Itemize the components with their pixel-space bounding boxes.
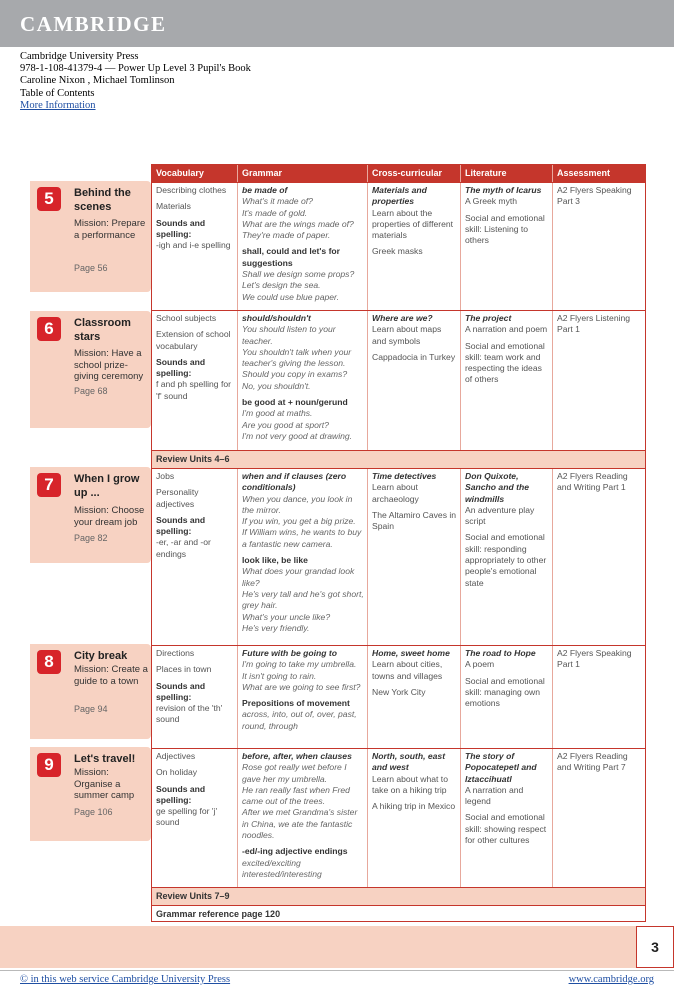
top-bar	[0, 0, 674, 47]
table-row	[152, 748, 645, 887]
vocabulary-cell: School subjects Extension of school vocabulary Sounds and spelling: f and ph spelling for 'f' sound	[152, 311, 238, 450]
section-title: Table of Contents	[20, 87, 95, 99]
literature-cell: The myth of Icarus A Greek myth Social and emotional skill: Listening to others	[461, 183, 553, 310]
page-number: 3	[636, 926, 674, 968]
literature-cell: The road to Hope A poem Social and emotional skill: managing own emotions	[461, 646, 553, 748]
grammar-reference: Grammar reference page 120	[152, 905, 645, 921]
literature-cell: The story of Popocatepetl and Iztaccihuatl A narration and legend Social and emotional skill: showing respect for other cultures	[461, 749, 553, 887]
column-header: Grammar	[238, 165, 368, 182]
vocabulary-cell: Directions Places in town Sounds and spelling: revision of the 'th' sound	[152, 646, 238, 748]
column-header: Literature	[461, 165, 553, 182]
unit-card-9	[30, 747, 151, 841]
cambridge-logo: CAMBRIDGE	[20, 12, 167, 36]
unit-title: Let's travel!	[74, 753, 136, 765]
isbn-title: 978-1-108-41379-4 — Power Up Level 3 Pupil's Book	[20, 63, 251, 75]
review-units-4-6: Review Units 4–6	[152, 450, 645, 468]
cross-curricular-cell: Materials and properties Learn about the properties of different materials Greek masks	[368, 183, 461, 310]
grammar-cell: should/shouldn't You should listen to your teacher. You shouldn't talk when your teacher's giving the lesson. Should you copy in exams? No, you shouldn't. be good at + noun/gerund I'm good at maths. Are you good at sport? I'm not very good at drawing.	[238, 311, 368, 450]
literature-cell: The project A narration and poem Social and emotional skill: team work and respecting the ideas of others	[461, 311, 553, 450]
unit-mission: Mission: Create a guide to a town	[74, 664, 148, 687]
unit-title: When I grow up ...	[74, 473, 140, 499]
divider	[0, 970, 674, 971]
table-row	[152, 182, 645, 310]
unit-mission: Mission: Prepare a performance	[74, 218, 146, 241]
unit-card-7	[30, 467, 151, 563]
unit-number-badge: 6	[37, 317, 61, 341]
grammar-cell: when and if clauses (zero conditionals) When you dance, you look in the mirror. If you win, you get a big prize. If William wins, he wants to buy a fantastic new camera. look like, be like What does your grandad look like? He's very tall and he's got short, grey hair. What's your uncle like? He's very friendly.	[238, 469, 368, 645]
literature-cell: Don Quixote, Sancho and the windmills An adventure play script Social and emotional skill: responding appropriately to other people's emotional state	[461, 469, 553, 645]
vocabulary-cell: Describing clothes Materials Sounds and spelling: -igh and i-e spelling	[152, 183, 238, 310]
unit-page: Page 106	[74, 807, 113, 817]
cross-curricular-cell: Time detectives Learn about archaeology The Altamiro Caves in Spain	[368, 469, 461, 645]
unit-title: City break	[74, 650, 128, 662]
cross-curricular-cell: Home, sweet home Learn about cities, towns and villages New York City	[368, 646, 461, 748]
unit-mission: Mission: Have a school prize-giving ceremony	[74, 348, 144, 382]
document-meta	[20, 51, 251, 112]
cross-curricular-cell: North, south, east and west Learn about what to take on a hiking trip A hiking trip in Mexico	[368, 749, 461, 887]
unit-mission: Mission: Choose your dream job	[74, 505, 145, 528]
footer-band	[0, 926, 674, 968]
vocabulary-cell: Adjectives On holiday Sounds and spelling: ge spelling for 'j' sound	[152, 749, 238, 887]
assessment-cell: A2 Flyers Speaking Part 1	[557, 648, 632, 670]
table-row	[152, 468, 645, 645]
unit-title: Behind the scenes	[74, 187, 131, 213]
unit-card-5	[30, 181, 151, 292]
unit-card-6	[30, 311, 151, 428]
unit-page: Page 94	[74, 704, 108, 714]
unit-mission: Mission: Organise a summer camp	[74, 767, 135, 801]
column-header: Vocabulary	[152, 165, 238, 182]
cross-curricular-cell: Where are we? Learn about maps and symbols Cappadocia in Turkey	[368, 311, 461, 450]
assessment-cell: A2 Flyers Reading and Writing Part 7	[557, 751, 628, 773]
column-header: Assessment	[557, 168, 611, 178]
review-units-7-9: Review Units 7–9	[152, 887, 645, 905]
grammar-cell: be made of What's it made of? It's made of gold. What are the wings made of? They're made of paper. shall, could and let's for suggestions Shall we design some props? Let's design the sea. We could use blue paper.	[238, 183, 368, 310]
unit-title: Classroom stars	[74, 317, 131, 343]
unit-page: Page 56	[74, 263, 108, 273]
unit-page: Page 82	[74, 533, 108, 543]
column-header: Cross-curricular	[368, 165, 461, 182]
assessment-cell: A2 Flyers Speaking Part 3	[557, 185, 632, 207]
grammar-cell: before, after, when clauses Rose got really wet before I gave her my umbrella. He ran really fast when Fred came out of the trees. After we met Grandma's sister in China, we ate the fantastic noodles. -ed/-ing adjective endings excited/exciting interested/interesting	[238, 749, 368, 887]
contents-table	[151, 164, 646, 922]
unit-page: Page 68	[74, 386, 108, 396]
unit-number-badge: 5	[37, 187, 61, 211]
more-information-link[interactable]: More Information	[20, 99, 96, 111]
assessment-cell: A2 Flyers Reading and Writing Part 1	[557, 471, 628, 493]
table-header	[152, 165, 645, 182]
copyright-link[interactable]: © in this web service Cambridge University Press	[20, 974, 231, 985]
unit-card-8	[30, 644, 151, 739]
vocabulary-cell: Jobs Personality adjectives Sounds and spelling: -er, -ar and -or endings	[152, 469, 238, 645]
unit-number-badge: 7	[37, 473, 61, 497]
assessment-cell: A2 Flyers Listening Part 1	[557, 313, 631, 335]
unit-number-badge: 8	[37, 650, 61, 674]
grammar-cell: Future with be going to I'm going to take my umbrella. It isn't going to rain. What are we going to see first? Prepositions of movement across, into, out of, over, past, round, through	[238, 646, 368, 748]
table-row	[152, 310, 645, 450]
authors: Caroline Nixon , Michael Tomlinson	[20, 75, 175, 87]
unit-number-badge: 9	[37, 753, 61, 777]
table-row	[152, 645, 645, 748]
publisher: Cambridge University Press	[20, 51, 139, 62]
cambridge-website-link[interactable]: www.cambridge.org	[568, 974, 654, 985]
